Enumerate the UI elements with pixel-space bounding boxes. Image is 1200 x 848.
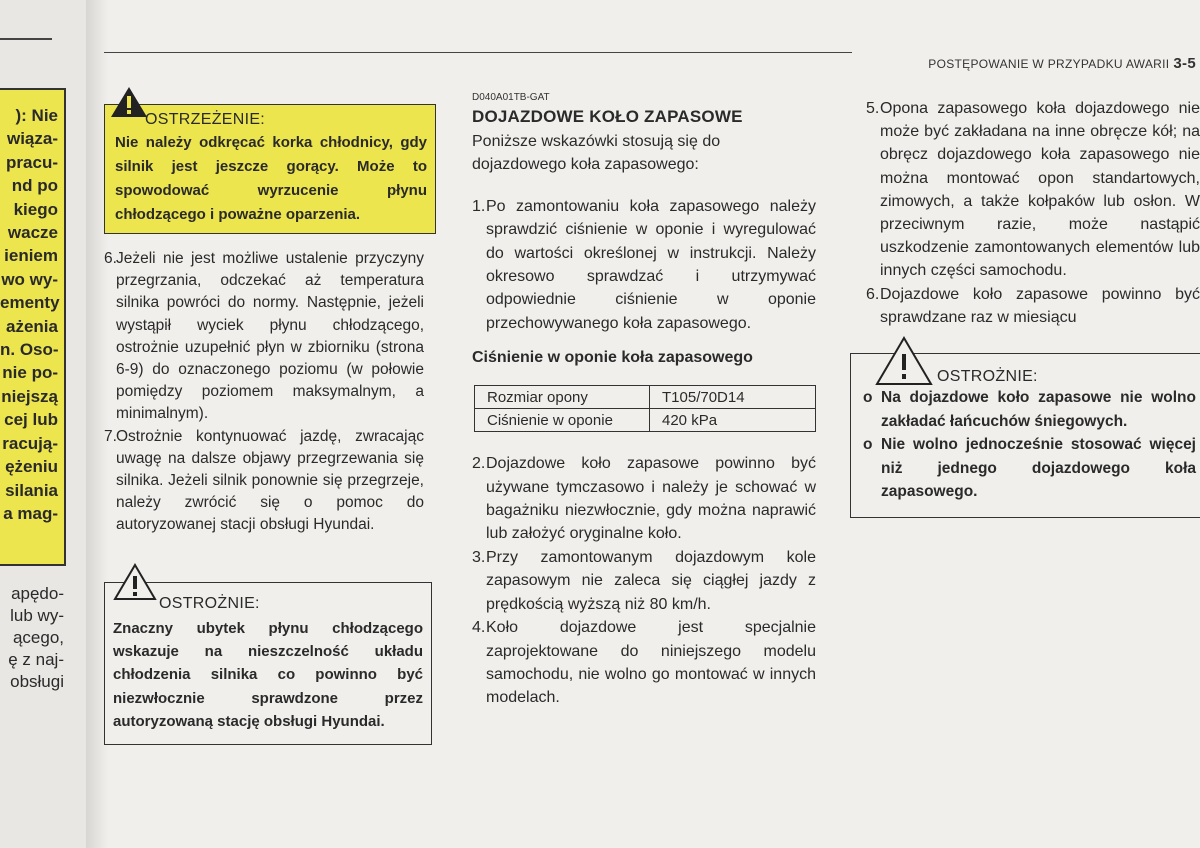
item-number: 6. [104, 250, 117, 267]
caution-title: OSTROŻNIE: [159, 595, 260, 612]
list-item [472, 546, 816, 616]
spare-wheel-list-continued [472, 452, 816, 709]
item-number: 2. [472, 455, 486, 473]
table-cell: Rozmiar opony [475, 386, 650, 409]
left-warning-fragment: ementy [0, 293, 60, 313]
list-item [472, 195, 816, 335]
item-text: Ostrożnie kontynuować jazdę, zwracając uwagę na dalsze objawy przegrzewania się silnika. Jeżeli silnik ponownie się przegrzeje, należy zwrócić się o pomoc do autoryzowanej stacji obsługi Hyundai. [116, 427, 424, 534]
running-header [928, 55, 1196, 72]
left-warning-fragment: nd po [11, 176, 58, 196]
caution-box-spare-wheel [850, 353, 1200, 518]
warning-text: Nie należy odkręcać korka chłodnicy, gdy silnik jest jeszcze gorący. Może to spowodować wyrzucenie płynu chłodzącego i poważne oparzenia. [115, 134, 427, 223]
left-warning-fragment: ężeniu [5, 457, 58, 477]
warning-title: OSTRZEŻENIE: [145, 111, 266, 128]
left-warning-fragment: ieniem [4, 246, 58, 266]
table-cell: Ciśnienie w oponie [475, 409, 650, 432]
caution-title: OSTROŻNIE: [937, 368, 1038, 385]
left-warning-fragment: pracu- [6, 152, 58, 172]
left-warning-fragment: a mag- [3, 503, 58, 523]
page-number: 3-5 [1173, 55, 1196, 72]
item-text: Przy zamontowanym dojazdowym kole zapasowym nie zaleca się ciągłej jazdy z prędkością wyższą niż 80 km/h. [486, 548, 816, 613]
left-warning-fragment: wacze [7, 223, 58, 243]
table-cell: T105/70D14 [650, 386, 816, 409]
bullet-text: Na dojazdowe koło zapasowe nie wolno zakładać łańcuchów śniegowych. [881, 389, 1196, 430]
table-row [475, 409, 816, 432]
caution-text: Znaczny ubytek płynu chłodzącego wskazuje na nieszczelność układu chłodzenia silnika co powinno być niezwłocznie sprawdzone przez autoryzowaną stację obsługi Hyundai. [113, 620, 423, 730]
left-body-fragment: lub wy- [10, 606, 64, 625]
column-2 [472, 92, 816, 710]
list-item [866, 97, 1200, 283]
item-text: Koło dojazdowe jest specjalnie zaprojektowane do niniejszego modelu samochodu, nie wolno go montować w innych modelach. [486, 619, 816, 707]
left-warning-fragment: n. Oso- [0, 340, 59, 360]
left-warning-fragment: racują- [2, 433, 58, 453]
header-section: POSTĘPOWANIE W PRZYPADKU AWARII [928, 57, 1170, 71]
tire-spec-table [474, 385, 816, 432]
list-item [472, 616, 816, 710]
list-item [472, 452, 816, 546]
list-item [104, 248, 424, 426]
section-intro: Poniższe wskazówki stosują się do dojazdowego koła zapasowego: [472, 133, 721, 174]
bullet-text: Nie wolno jednocześnie stosować więcej niż jednego dojazdowego koła zapasowego. [881, 436, 1196, 500]
item-number: 6. [866, 285, 880, 303]
item-text: Po zamontowaniu koła zapasowego należy sprawdzić ciśnienie w oponie i wyregulować do wartości określonej w instrukcji. Należy okresowo sprawdzać i utrzymywać odpowiednie ciśnienie w oponie przechowywanego koła zapasowego. [486, 197, 816, 332]
item-number: 1. [472, 197, 486, 215]
item-number: 4. [472, 619, 486, 637]
section-heading: DOJAZDOWE KOŁO ZAPASOWE [472, 107, 743, 126]
item-text: Jeżeli nie jest możliwe ustalenie przyczyny przegrzania, odczekać aż temperatura silnika powróci do normy. Następnie, jeżeli wystąpił wyciek płynu chłodzącego, ostrożnie uzupełnić płyn w zbiorniku (strona 6-9) do oznaczonego poziomu (w połowie pomiędzy poziomem maksymalnym, a minimalnym). [116, 250, 424, 423]
list-item [866, 283, 1200, 329]
item-text: Dojazdowe koło zapasowe powinno być sprawdzane raz w miesiącu [880, 285, 1200, 326]
warning-triangle-icon [109, 85, 149, 119]
item-text: Opona zapasowego koła dojazdowego nie może być zakładana na inne obręcze kół; na obręcz dojazdowego koła zapasowego nie można montować opon standartowych, zimowych, a także kołpaków lub osłon. W przeciwnym razie, może nastąpić uszkodzenie zamontowanych elementów lub innych części samochodu. [880, 100, 1200, 280]
left-body-fragment: apędo- [11, 584, 64, 603]
previous-page-edge [0, 0, 100, 848]
bullet-marker: o [863, 436, 873, 453]
left-warning-fragment: silania [5, 480, 58, 500]
column-3 [866, 97, 1200, 329]
left-warning-fragment: ): Nie [15, 106, 58, 125]
section-code: D040A01TB-GAT [472, 92, 550, 103]
caution-bullet-item [863, 386, 1196, 433]
left-warning-fragment: wo wy- [1, 269, 58, 289]
caution-triangle-icon [113, 563, 157, 601]
left-body-fragment: ącego, [12, 628, 64, 647]
header-rule [104, 52, 852, 53]
table-cell: 420 kPa [650, 409, 816, 432]
spare-wheel-list [472, 195, 816, 335]
left-warning-fragment: ażenia [6, 316, 58, 336]
item-number: 7. [104, 427, 117, 445]
left-warning-fragment: wiąza- [6, 129, 58, 149]
left-page-warning-box [0, 88, 66, 566]
caution-box-coolant [104, 582, 432, 745]
item-text: Dojazdowe koło zapasowe powinno być używane tymczasowo i należy je schować w bagażniku niezwłocznie, gdy można naprawić lub założyć oryginalne koło. [486, 455, 816, 543]
caution-triangle-icon [875, 336, 933, 386]
list-item [104, 426, 424, 537]
left-warning-fragment: kiego [13, 199, 58, 219]
item-number: 5. [866, 100, 880, 117]
left-warning-fragment: niejszą [1, 386, 58, 406]
bullet-marker: o [863, 389, 873, 406]
left-page-body-text [0, 583, 64, 693]
table-heading: Ciśnienie w oponie koła zapasowego [472, 349, 753, 367]
left-warning-fragment: nie po- [2, 363, 58, 383]
warning-box [104, 104, 436, 234]
item-number: 3. [472, 548, 486, 566]
caution-list [863, 386, 1196, 504]
column-1 [104, 248, 424, 537]
left-body-fragment: obsługi [10, 672, 64, 691]
left-page-rule [0, 38, 52, 40]
caution-bullet-item [863, 433, 1196, 504]
table-row [475, 386, 816, 409]
left-warning-fragment: cej lub [4, 410, 58, 430]
left-body-fragment: ę z naj- [8, 650, 64, 669]
